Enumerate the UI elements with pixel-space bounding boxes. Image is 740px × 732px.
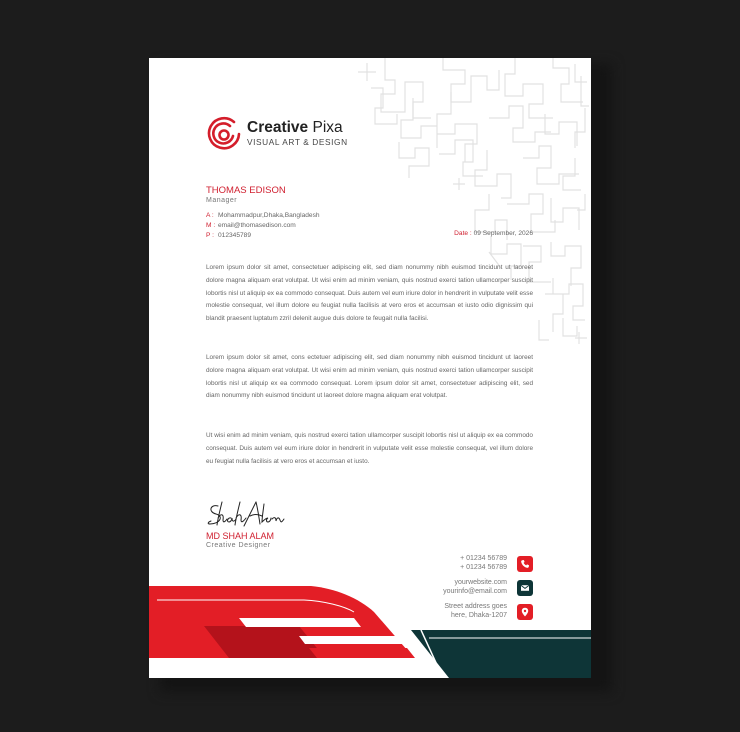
footer-phones: [460, 555, 507, 572]
email-value: email@thomasedison.com: [218, 222, 296, 229]
address-value: Mohammadpur,Dhaka,Bangladesh: [218, 212, 320, 219]
footer-address-2: here, Dhaka-1207: [450, 611, 507, 619]
sender-name: THOMAS EDISON: [206, 185, 286, 196]
sender-address: [206, 212, 320, 219]
footer-email: yourinfo@email.com: [443, 587, 507, 595]
company-name-light: Pixa: [312, 119, 343, 136]
footer-address-1: Street address goes: [444, 603, 507, 610]
sender-role: Manager: [206, 197, 238, 204]
phone-value: 012345789: [218, 232, 252, 239]
body-paragraph-3: Ut wisi enim ad minim veniam, quis nostrud exerci tation ullamcorper suscipit lobortis nisl ut aliquip ex ea commodo consequat. Duis autem vel eum iriure dolor in hendrerit in vulputate velit esse molestie consequat, vel illum dolore eu feugiat nulla facilisis at vero eros et accumsan et iusto.: [206, 432, 533, 465]
body-paragraph-1: Lorem ipsum dolor sit amet, consectetuer adipiscing elit, sed diam nonummy nibh euismod tincidunt ut laoreet dolore magna aliquam erat volutpat. Ut wisi enim ad minim veniam, quis nostrud exerci tation ullamcorper suscipit lobortis nisl ut aliquip ex ea commodo consequat. Duis autem vel eum iriure dolor in hendrerit in vulputate velit esse molestie consequat, vel illum dolore eu feugiat nulla facilisis at vero eros et accumsan et iusto odio dignissim qui blandit praesent luptatum zzril delenit augue duis dolore te feugait nulla facilisi.: [206, 264, 533, 323]
letterhead-page: [149, 58, 591, 678]
footer-phone-1: + 01234 56789: [460, 555, 507, 562]
date-label: Date :: [454, 230, 472, 237]
company-name: [247, 119, 343, 137]
footer-phone-2: + 01234 56789: [460, 563, 507, 571]
company-name-bold: Creative: [247, 119, 309, 136]
letter-date: [454, 230, 533, 237]
phone-key: P :: [206, 232, 214, 239]
sender-email: [206, 222, 296, 229]
phone-icon: [517, 556, 533, 572]
signer-name: MD SHAH ALAM: [206, 531, 275, 541]
concentric-circles-icon: [206, 116, 242, 150]
footer-website: yourwebsite.com: [454, 579, 507, 586]
company-tagline: VISUAL ART & DESIGN: [247, 137, 348, 147]
signature-image: [206, 498, 286, 530]
body-paragraph-2: Lorem ipsum dolor sit amet, cons ectetuer adipiscing elit, sed diam nonummy nibh euismod tincidunt ut laoreet dolore magna aliquam erat volutpat. Ut wisi enim ad minim veniam, quis nostrud exerci tation ullamcorper suscipit lobortis nisl ut aliquip ex ea commodo consequat. Lorem ipsum dolor sit amet, consectetuer adipiscing elit, sed diam nonummy nibh euismod tincidunt ut laoreet dolore magna aliquam erat volutpat.: [206, 354, 533, 400]
footer-decoration: [149, 586, 591, 678]
signer-role: Creative Designer: [206, 542, 271, 549]
company-logo: [206, 116, 356, 152]
date-value: 09 September, 2026: [473, 230, 533, 237]
email-key: M :: [206, 222, 216, 229]
address-key: A :: [206, 212, 214, 219]
sender-phone: [206, 232, 251, 239]
